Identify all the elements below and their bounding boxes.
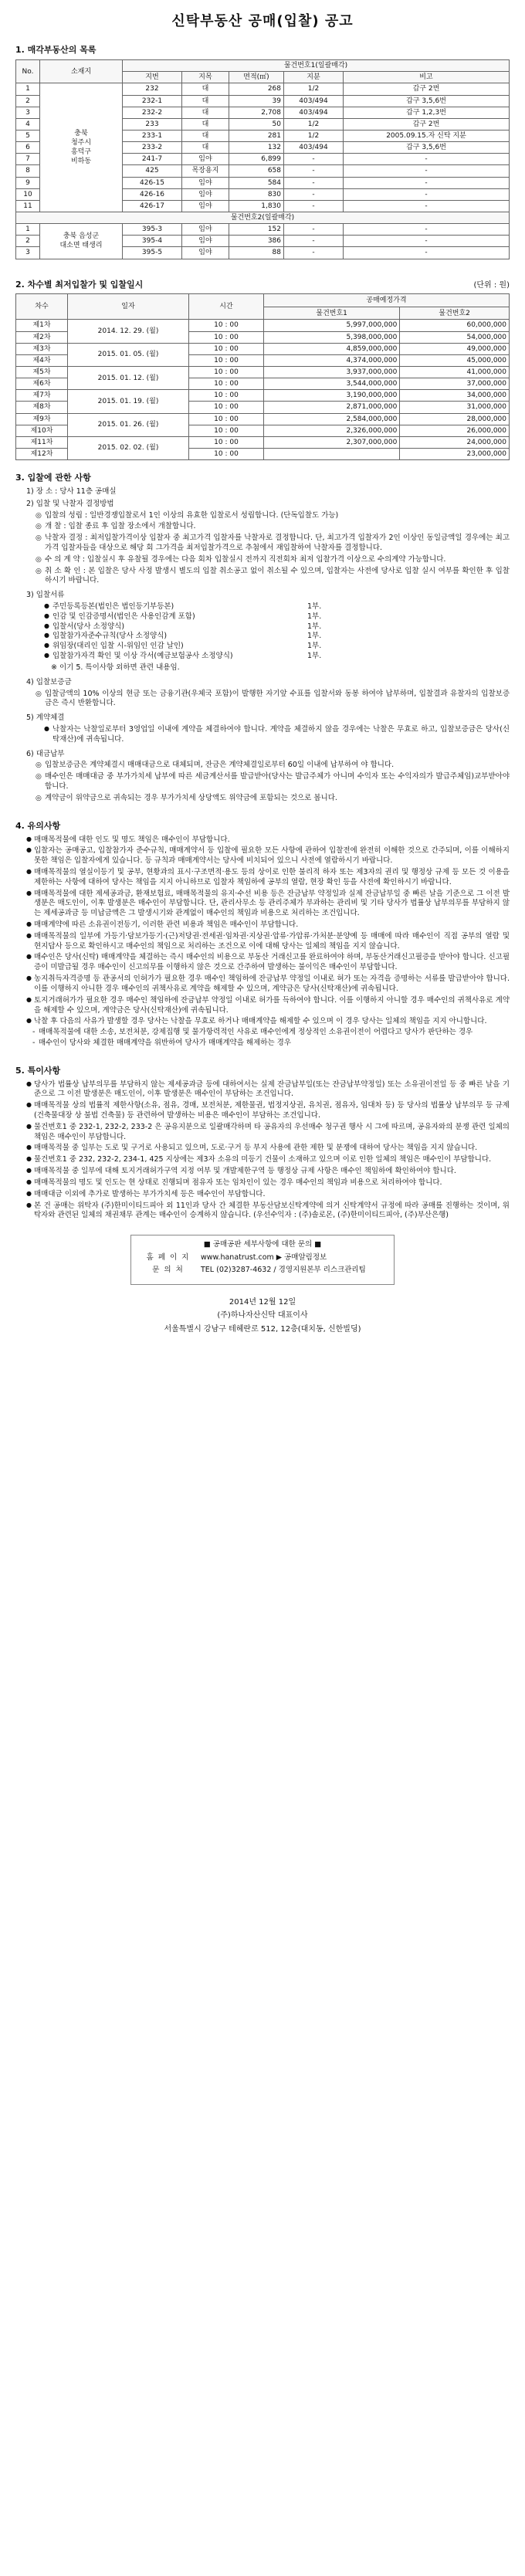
caution-item: ● 입찰자는 공매공고, 입찰참가자 준수규칙, 매매계약서 등 입찰에 필요한 모든 사항에 관하여 입찰전에 완전히 이해한 것으로 간주되며, 이를 이해하지 못한 책임은 입찰자에게 있습니다. 등 규칙과 매매계약서는 당사에 비치되어 있으니 사전에 열람하시기 바랍니다. bbox=[26, 846, 510, 866]
time-cell: 10 : 00 bbox=[189, 402, 264, 413]
s4-list bbox=[15, 836, 510, 1049]
round-cell: 제2차 bbox=[16, 331, 68, 343]
row-note: - bbox=[344, 188, 510, 200]
price1-cell: 4,374,000,000 bbox=[264, 354, 400, 366]
col-price1: 물건번호1 bbox=[264, 307, 400, 320]
s3-contract-title: 5) 계약체결 bbox=[26, 713, 65, 723]
row-lot: 425 bbox=[123, 165, 182, 177]
s5-list bbox=[15, 1080, 510, 1222]
location-cell bbox=[40, 83, 123, 212]
row-lot: 426-16 bbox=[123, 188, 182, 200]
contact-box bbox=[130, 1235, 395, 1284]
location-cell bbox=[40, 224, 123, 259]
time-cell: 10 : 00 bbox=[189, 413, 264, 425]
time-cell: 10 : 00 bbox=[189, 366, 264, 378]
section-3-title: 3. 입찰에 관한 사항 bbox=[15, 473, 91, 483]
row-area: 584 bbox=[229, 177, 284, 188]
price2-cell: 60,000,000 bbox=[400, 320, 510, 331]
row-lot: 232-1 bbox=[123, 95, 182, 107]
s3-b7: ● 낙찰자는 낙찰일로부터 3영업일 이내에 계약을 체결하여야 합니다. 계약을 체결하지 않을 경우에는 낙찰은 무효로 하고, 입찰보증금은 당사(신탁재산)에 귀속됩니다. bbox=[45, 725, 510, 745]
round-cell: 제1차 bbox=[16, 320, 68, 331]
col-lot: 지번 bbox=[123, 72, 182, 83]
price1-cell bbox=[264, 448, 400, 459]
special-item: ● 당사가 법률상 납부의무를 부담하지 않는 제세공과금 등에 대하여서는 실제 잔금납부일(또는 잔금납부약정일) 또는 소유권이전일 등 중 빠른 날을 기준으로 그 이전 발생분은 매도인이, 이후 발생분은 매수인이 부담하는 조건입니다. bbox=[26, 1080, 510, 1100]
footer-company: (주)하나자산신탁 대표이사 bbox=[217, 1311, 308, 1320]
doc-item bbox=[45, 612, 510, 622]
footer bbox=[15, 1297, 510, 1335]
row-area: 88 bbox=[229, 247, 284, 259]
property-row bbox=[16, 83, 510, 95]
row-share: 1/2 bbox=[284, 130, 344, 141]
caution-item: ● 매매목적물에 대한 제세공과금, 환재보험료, 매매목적물의 유지·수선 비용 등은 잔금납부 약정일과 실제 잔금납부일 중 빠른 날을 기준으로 그 이전 발생분은 매도인이, 이후 발생분은 매수인이 부담합니다. 단, 관리사무소 등 관리주체가 부과하는 관리비 및 기타 당사가 법률상 납부의무를 부담하지 않는 제세공과금 등 미납금액은 그 발생시기와 관계없이 매수인의 책임과 비용으로 처리하는 조건입니다. bbox=[26, 890, 510, 919]
row-share: - bbox=[284, 236, 344, 247]
doc-item bbox=[45, 642, 510, 652]
col-landtype: 지목 bbox=[182, 72, 229, 83]
row-no: 8 bbox=[16, 165, 40, 177]
row-note: 갑구 3,5,6번 bbox=[344, 95, 510, 107]
row-note: - bbox=[344, 177, 510, 188]
row-share: - bbox=[284, 188, 344, 200]
row-area: 1,830 bbox=[229, 200, 284, 212]
row-note: - bbox=[344, 165, 510, 177]
row-no: 2 bbox=[16, 95, 40, 107]
row-note: - bbox=[344, 224, 510, 236]
s3-payment-title: 6) 대금납부 bbox=[26, 749, 65, 758]
row-area: 658 bbox=[229, 165, 284, 177]
caution-item: ● 매매목적물에 대한 인도 및 명도 책임은 매수인이 부담합니다. bbox=[26, 836, 510, 846]
s3-place: 1) 장 소 : 당사 11층 공매실 bbox=[26, 486, 117, 496]
special-item: ● 물건번호1 중 232, 232-2, 234-1, 425 지상에는 제3자 소유의 미등기 건물이 소재하고 있으며 이로 인한 일체의 책임은 매수인이 부담합니다. bbox=[26, 1155, 510, 1165]
row-share: - bbox=[284, 200, 344, 212]
caution-item: ● 농지취득자격증명 등 관공서의 인허가가 필요한 경우 매수인 책임하에 잔금납부 약정일 이내로 허가 또는 자격을 증명하는 서류를 발급받아야 합니다. 이를 이행하지 아니한 경우 매수인의 귀책사유로 계약을 해제할 수 있으며, 계약금은 당사(신탁재산)에 귀속됩니다. bbox=[26, 974, 510, 995]
doc-qty: 1부. bbox=[307, 612, 322, 621]
time-cell: 10 : 00 bbox=[189, 320, 264, 331]
s3-b5: ◎ 취 소 확 인 : 본 입찰은 당사 사정 발생시 별도의 입찰 취소공고 없이 취소될 수 있으며, 입찰자는 사전에 당사로 입찰 실시 여부를 확인한 후 입찰하시기 바랍니다. bbox=[37, 567, 510, 587]
caution-item: ● 매수인은 당사(신탁) 매매계약을 체결하는 즉시 매수인의 비용으로 부동산 거래신고를 완료하여야 하며, 부동산거래신고필증을 받아야 합니다. 신고필증이 미발급될 경우 매수인이 신고의무를 이행하지 않은 것으로 간주하여 발생하는 불이익은 매수인이 부담합니다. bbox=[26, 953, 510, 973]
row-area: 268 bbox=[229, 83, 284, 95]
special-item: ● 본 건 공매는 위탁자 (주)한미이티드피아 외 11인과 당사 간 체결한 부동산담보신탁계약에 의거 신탁계약서 규정에 따라 공매를 진행하는 것이며, 위탁자와 관련된 일체의 채권채무 관계는 매수인이 승계하지 않습니다. (우선수익자 : (주)솔로몬, (주)한미이티드피아, (주)부산은행) bbox=[26, 1202, 510, 1222]
caution-subitem: - 매매목적물에 대한 소송, 보전처분, 강제집행 및 물가항력적인 사유로 매수인에게 정상적인 소유권이전이 어렵다고 당사가 판단하는 경우 bbox=[32, 1028, 510, 1038]
special-item: ● 매매대금 이외에 추가로 발생하는 부가가치세 등은 매수인이 부담합니다. bbox=[26, 1190, 510, 1200]
row-landtype: 대 bbox=[182, 118, 229, 130]
row-area: 6,899 bbox=[229, 154, 284, 165]
price1-cell: 3,544,000,000 bbox=[264, 378, 400, 390]
inquiry-label: 문의처 bbox=[152, 1265, 188, 1274]
property-list-table bbox=[15, 59, 510, 259]
caution-item: ● 낙찰 후 다음의 사유가 발생할 경우 당사는 낙찰을 무효로 하거나 매매계약을 해제할 수 있으며 이 경우 당사는 일체의 책임을 지지 아니합니다. bbox=[26, 1017, 510, 1027]
doc-label: ● 인감 및 인감증명서(법인은 사용인감계 포함) bbox=[45, 612, 307, 622]
price2-cell: 49,000,000 bbox=[400, 343, 510, 354]
row-share: - bbox=[284, 165, 344, 177]
row-lot: 395-4 bbox=[123, 236, 182, 247]
price1-cell: 3,190,000,000 bbox=[264, 390, 400, 402]
location-line: 충북 음성군 bbox=[63, 232, 100, 241]
col-time: 시간 bbox=[189, 294, 264, 320]
col-area: 면적(㎡) bbox=[229, 72, 284, 83]
row-share: 403/494 bbox=[284, 107, 344, 118]
date-cell: 2015. 01. 19. (월) bbox=[68, 390, 189, 413]
row-note: 갑구 3,5,6번 bbox=[344, 142, 510, 154]
round-cell: 제11차 bbox=[16, 436, 68, 448]
row-share: 1/2 bbox=[284, 118, 344, 130]
price2-cell: 31,000,000 bbox=[400, 402, 510, 413]
row-note: 갑구 2번 bbox=[344, 118, 510, 130]
location-line: 청주시 bbox=[70, 139, 92, 147]
row-area: 386 bbox=[229, 236, 284, 247]
caution-item: ● 매매목적물의 일부에 가등기·담보가등기·(근)저당권·전세권·임차권·지상권·압류·가압류·가처분·분양예 등 매매에 따라 매수인이 직접 공부의 열람 및 현지답사 등으로 확인하시고 매수인의 책임으로 처리하는 조건으로 이에 대해 당사는 일체의 책임을 지지 않습니다. bbox=[26, 932, 510, 952]
col-location: 소재지 bbox=[40, 60, 123, 83]
row-landtype: 목장용지 bbox=[182, 165, 229, 177]
doc-label: ● 위임장(대리인 입찰 시-위임인 인감 날인) bbox=[45, 642, 307, 652]
row-area: 39 bbox=[229, 95, 284, 107]
price1-cell: 2,307,000,000 bbox=[264, 436, 400, 448]
location-line: 충북 bbox=[74, 129, 88, 137]
row-lot: 395-3 bbox=[123, 224, 182, 236]
row-landtype: 임야 bbox=[182, 188, 229, 200]
date-cell: 2015. 01. 12. (월) bbox=[68, 366, 189, 389]
row-landtype: 임야 bbox=[182, 200, 229, 212]
row-share: 403/494 bbox=[284, 95, 344, 107]
time-cell: 10 : 00 bbox=[189, 343, 264, 354]
special-item: ● 물건번호1 중 232-1, 232-2, 233-2 은 공유지분으로 일괄매각하며 타 공유자의 우선매수 청구권 행사 시 그에 따르며, 공유자와의 분쟁 관련 일체의 책임은 매수인이 부담합니다. bbox=[26, 1123, 510, 1143]
row-landtype: 대 bbox=[182, 95, 229, 107]
row-area: 2,708 bbox=[229, 107, 284, 118]
col-round: 차수 bbox=[16, 294, 68, 320]
col-note: 비고 bbox=[344, 72, 510, 83]
row-note: 2005.09.15.자 신탁 지분 bbox=[344, 130, 510, 141]
section-4-title: 4. 유의사항 bbox=[15, 820, 61, 831]
row-share: 1/2 bbox=[284, 83, 344, 95]
special-item: ● 매매목적물 중 일부에 대해 토지거래허가구역 지정 여부 및 개발제한구역 등 행정상 규제 사항은 매수인 책임하에 확인하여야 합니다. bbox=[26, 1167, 510, 1177]
row-share: - bbox=[284, 247, 344, 259]
s3-b10: ◎ 계약금이 위약금으로 귀속되는 경우 부가가치세 상당액도 위약금에 포함되는 것으로 봅니다. bbox=[37, 794, 510, 804]
special-item: ● 매매목적물의 명도 및 인도는 현 상태로 진행되며 점유자 또는 임차인이 있는 경우 매수인의 책임과 비용으로 처리하여야 합니다. bbox=[26, 1178, 510, 1188]
special-item: ● 매매목적물 중 일부는 도로 및 구거로 사용되고 있으며, 도로·구거 등 부지 사용에 관한 제한 및 분쟁에 대하여 당사는 책임을 지지 않습니다. bbox=[26, 1144, 510, 1154]
row-lot: 232-2 bbox=[123, 107, 182, 118]
group1-title: 물건번호1(일괄매각) bbox=[123, 60, 510, 72]
row-lot: 426-15 bbox=[123, 177, 182, 188]
time-cell: 10 : 00 bbox=[189, 354, 264, 366]
s3-method: 2) 입찰 및 낙찰자 결정방법 bbox=[26, 499, 114, 508]
row-area: 830 bbox=[229, 188, 284, 200]
price2-cell: 24,000,000 bbox=[400, 436, 510, 448]
doc-qty: 1부. bbox=[307, 642, 322, 651]
notice-page bbox=[15, 0, 510, 1334]
location-line: 흥덕구 bbox=[70, 148, 92, 157]
section-2-title: 2. 차수별 최저입찰가 및 입찰일시 bbox=[15, 279, 144, 290]
price2-cell: 54,000,000 bbox=[400, 331, 510, 343]
price1-cell: 2,871,000,000 bbox=[264, 402, 400, 413]
schedule-row bbox=[16, 390, 510, 402]
location-line: 비하동 bbox=[70, 158, 92, 166]
price2-cell: 41,000,000 bbox=[400, 366, 510, 378]
docs-note: ※ 이기 5. 특이사항 외하면 관련 내용임. bbox=[51, 663, 180, 672]
row-no: 3 bbox=[16, 107, 40, 118]
row-area: 281 bbox=[229, 130, 284, 141]
time-cell: 10 : 00 bbox=[189, 331, 264, 343]
footer-address: 서울특별시 강남구 테헤란로 512, 12층(대치동, 신한빌딩) bbox=[164, 1324, 361, 1334]
price1-cell: 4,859,000,000 bbox=[264, 343, 400, 354]
row-note: - bbox=[344, 200, 510, 212]
row-landtype: 임야 bbox=[182, 154, 229, 165]
property-row bbox=[16, 224, 510, 236]
doc-label: ● 입찰서(당사 소정양식) bbox=[45, 622, 307, 632]
s3-b6: ◎ 입찰금액의 10% 이상의 현금 또는 금융기관(우체국 포함)이 발행한 자기앞 수표를 입찰서와 동봉 하여야 납부하며, 입찰결과 유찰자의 입찰보증금은 즉시 반환합니다. bbox=[37, 690, 510, 710]
row-note: 갑구 2번 bbox=[344, 83, 510, 95]
contact-head: ■ 공매공판 세부사항에 대한 문의 ■ bbox=[203, 1240, 322, 1249]
price1-cell: 2,584,000,000 bbox=[264, 413, 400, 425]
row-note: - bbox=[344, 247, 510, 259]
docs-list bbox=[45, 602, 510, 662]
date-cell: 2014. 12. 29. (월) bbox=[68, 320, 189, 343]
doc-label: ● 주민등록등본(법인은 법인등기부등본) bbox=[45, 602, 307, 612]
row-no: 4 bbox=[16, 118, 40, 130]
col-share: 지분 bbox=[284, 72, 344, 83]
price1-cell: 5,398,000,000 bbox=[264, 331, 400, 343]
s3-b4: ◎ 수 의 계 약 : 입찰실시 후 유찰될 경우에는 다음 회차 입찰실시 전까지 직전회차 최저 입찰가격 이상으로 수의계약 가능합니다. bbox=[37, 555, 510, 565]
caution-subitem: - 매수인이 당사와 체결한 매매계약을 위반하여 당사가 매매계약을 해제하는 경우 bbox=[32, 1039, 510, 1049]
s3-b1: ◎ 입찰의 성립 : 일반경쟁입찰로서 1인 이상의 유효한 입찰로서 성립합니다. (단독입찰도 가능) bbox=[37, 511, 510, 521]
time-cell: 10 : 00 bbox=[189, 425, 264, 436]
row-lot: 233-2 bbox=[123, 142, 182, 154]
round-cell: 제9차 bbox=[16, 413, 68, 425]
col-price2: 물건번호2 bbox=[400, 307, 510, 320]
price2-cell: 37,000,000 bbox=[400, 378, 510, 390]
doc-item bbox=[45, 602, 510, 612]
section-1-title: 1. 매각부동산의 목록 bbox=[15, 45, 97, 56]
row-landtype: 대 bbox=[182, 107, 229, 118]
price2-cell: 28,000,000 bbox=[400, 413, 510, 425]
round-cell: 제3차 bbox=[16, 343, 68, 354]
doc-item bbox=[45, 632, 510, 642]
s3-b3: ◎ 낙찰자 결정 : 최저입찰가격이상 입찰자 중 최고가격 입찰자를 낙찰자로 결정합니다. 단, 최고가격 입찰자가 2인 이상인 동일금액일 경우에는 최고가격 입찰자들을 대상으로 해당 회 그가격을 최저입찰가격으로 추첨에서 재입찰하여 낙찰자를 결정합니다. bbox=[37, 534, 510, 554]
doc-label: ● 입찰참가자격 확인 및 이상 각서(예금보험공사 소정양식) bbox=[45, 652, 307, 662]
row-landtype: 임야 bbox=[182, 247, 229, 259]
location-line: 대소면 태생리 bbox=[59, 242, 103, 250]
round-cell: 제5차 bbox=[16, 366, 68, 378]
price1-cell: 3,937,000,000 bbox=[264, 366, 400, 378]
row-landtype: 대 bbox=[182, 83, 229, 95]
price2-cell: 45,000,000 bbox=[400, 354, 510, 366]
bid-schedule-table bbox=[15, 293, 510, 460]
doc-qty: 1부. bbox=[307, 632, 322, 641]
row-no: 10 bbox=[16, 188, 40, 200]
price1-cell: 2,326,000,000 bbox=[264, 425, 400, 436]
row-no: 6 bbox=[16, 142, 40, 154]
row-note: 갑구 1,2,3번 bbox=[344, 107, 510, 118]
row-no: 5 bbox=[16, 130, 40, 141]
row-lot: 233-1 bbox=[123, 130, 182, 141]
caution-item: ● 토지거래허가가 필요한 경우 매수인 책임하에 잔금납부 약정일 이내로 허가를 득하여야 합니다. 이를 이행하지 아니할 경우 매수인의 귀책사유로 계약을 해제할 수 있으며, 계약금은 당사(신탁재산)에 귀속됩니다. bbox=[26, 996, 510, 1016]
s3-deposit-title: 4) 입찰보증금 bbox=[26, 677, 72, 686]
schedule-row bbox=[16, 343, 510, 354]
homepage-label: 홈페이지 bbox=[146, 1252, 194, 1262]
caution-item: ● 매매계약에 따른 소유권이전등기, 이러한 관련 비용과 책임은 매수인이 부담합니다. bbox=[26, 920, 510, 930]
schedule-row bbox=[16, 366, 510, 378]
inquiry-value: TEL (02)3287-4632 / 경영지원본부 리스크관리팀 bbox=[201, 1265, 366, 1274]
row-area: 152 bbox=[229, 224, 284, 236]
col-date: 일자 bbox=[68, 294, 189, 320]
row-no: 3 bbox=[16, 247, 40, 259]
row-no: 11 bbox=[16, 200, 40, 212]
page-title: 신탁부동산 공매(입찰) 공고 bbox=[171, 13, 354, 29]
row-note: - bbox=[344, 236, 510, 247]
row-landtype: 대 bbox=[182, 142, 229, 154]
row-lot: 426-17 bbox=[123, 200, 182, 212]
row-share: - bbox=[284, 224, 344, 236]
col-no: No. bbox=[16, 60, 40, 83]
group2-title: 물건번호2(일괄매각) bbox=[16, 212, 510, 223]
row-area: 132 bbox=[229, 142, 284, 154]
price2-cell: 26,000,000 bbox=[400, 425, 510, 436]
time-cell: 10 : 00 bbox=[189, 436, 264, 448]
row-no: 7 bbox=[16, 154, 40, 165]
doc-item bbox=[45, 652, 510, 662]
time-cell: 10 : 00 bbox=[189, 448, 264, 459]
row-landtype: 임야 bbox=[182, 236, 229, 247]
round-cell: 제8차 bbox=[16, 402, 68, 413]
special-item: ● 매매목적물 상의 법률적 제한사항(소유, 점유, 경매, 보전처분, 제한물권, 법정지상권, 유치권, 점유자, 임대차 등) 등 당사의 법률상 납부의무 등 규제(건축물대장 상 불법 건축물) 등 관련하여 발생하는 비용은 매수인이 부담하는 조건입니다. bbox=[26, 1101, 510, 1121]
row-lot: 233 bbox=[123, 118, 182, 130]
row-no: 1 bbox=[16, 83, 40, 95]
round-cell: 제4차 bbox=[16, 354, 68, 366]
doc-qty: 1부. bbox=[307, 622, 322, 631]
footer-date: 2014년 12월 12일 bbox=[229, 1297, 296, 1307]
row-lot: 395-5 bbox=[123, 247, 182, 259]
date-cell: 2015. 01. 26. (월) bbox=[68, 413, 189, 436]
round-cell: 제10차 bbox=[16, 425, 68, 436]
doc-label: ● 입찰참가자준수규칙(당사 소정양식) bbox=[45, 632, 307, 642]
row-no: 9 bbox=[16, 177, 40, 188]
row-landtype: 임야 bbox=[182, 224, 229, 236]
round-cell: 제7차 bbox=[16, 390, 68, 402]
doc-item bbox=[45, 622, 510, 632]
round-cell: 제6차 bbox=[16, 378, 68, 390]
s3-b9: ◎ 매수인은 매매대금 중 부가가치세 납부에 따른 세금계산서를 발급받아(당사는 발급주체가 아니며 수익자 또는 수익자의가 발급주체임)교부받아야 합니다. bbox=[37, 772, 510, 792]
time-cell: 10 : 00 bbox=[189, 378, 264, 390]
col-price: 공매예정가격 bbox=[264, 294, 510, 307]
row-lot: 232 bbox=[123, 83, 182, 95]
schedule-row bbox=[16, 320, 510, 331]
price2-cell: 34,000,000 bbox=[400, 390, 510, 402]
date-cell: 2015. 01. 05. (월) bbox=[68, 343, 189, 366]
row-landtype: 대 bbox=[182, 130, 229, 141]
row-no: 2 bbox=[16, 236, 40, 247]
row-lot: 241-7 bbox=[123, 154, 182, 165]
price1-cell: 5,997,000,000 bbox=[264, 320, 400, 331]
row-share: 403/494 bbox=[284, 142, 344, 154]
price2-cell: 23,000,000 bbox=[400, 448, 510, 459]
s3-docs-title: 3) 입찰서류 bbox=[26, 591, 65, 600]
s3-b2: ◎ 개 찰 : 입찰 종료 후 입찰 장소에서 개찰합니다. bbox=[37, 522, 510, 532]
caution-item: ● 매매목적물의 열실이등기 및 공부, 현황과의 표시·구조면적·용도 등의 상이로 인한 불리적 하자 또는 제3자의 권리 및 행정상 규제 등 모든 것 이용을 제한하는 사항에 대하여 당사는 책임을 지지 아니하므로 입찰자 책임하에 공부의 열람, 현장 확인 등을 사전에 확인하시기 바랍니다. bbox=[26, 868, 510, 888]
row-share: - bbox=[284, 177, 344, 188]
section-5-title: 5. 특이사항 bbox=[15, 1065, 61, 1076]
schedule-row bbox=[16, 436, 510, 448]
time-cell: 10 : 00 bbox=[189, 390, 264, 402]
schedule-row bbox=[16, 413, 510, 425]
row-area: 50 bbox=[229, 118, 284, 130]
homepage-link[interactable]: www.hanatrust.com ▶ 공매알림정보 bbox=[201, 1252, 327, 1262]
row-landtype: 임야 bbox=[182, 177, 229, 188]
round-cell: 제12차 bbox=[16, 448, 68, 459]
s3-b8: ◎ 입찰보증금은 계약체결시 매매대금으로 대체되며, 잔금은 계약체결일로부터 60일 이내에 납부하여 야 합니다. bbox=[37, 761, 510, 771]
date-cell: 2015. 02. 02. (월) bbox=[68, 436, 189, 459]
unit-label: (단위 : 원) bbox=[473, 280, 510, 290]
row-share: - bbox=[284, 154, 344, 165]
doc-qty: 1부. bbox=[307, 652, 322, 661]
row-note: - bbox=[344, 154, 510, 165]
doc-qty: 1부. bbox=[307, 602, 322, 612]
row-no: 1 bbox=[16, 224, 40, 236]
